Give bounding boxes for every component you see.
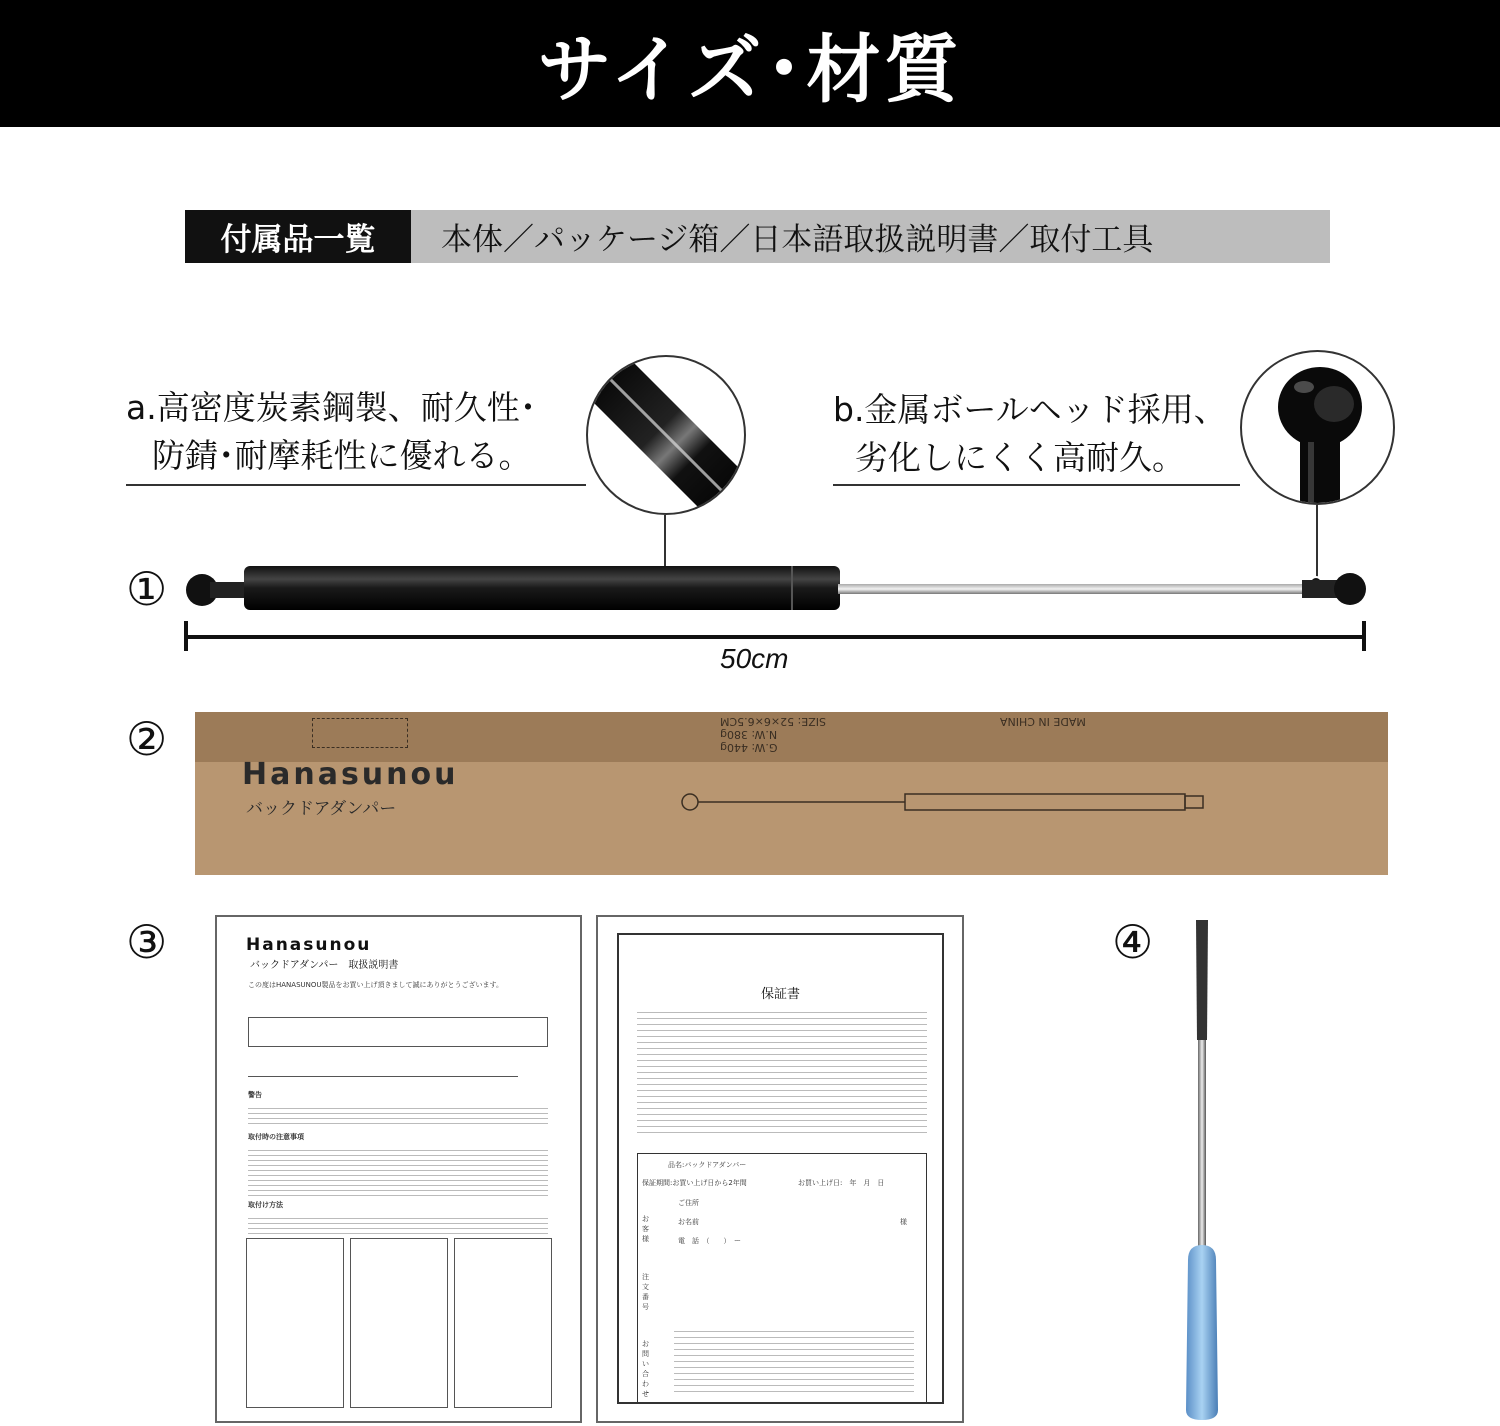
manual-subtitle: バックドアダンパー 取扱説明書 (250, 960, 399, 971)
manual-parts-diagram (248, 1063, 518, 1077)
header-banner (0, 0, 1500, 127)
accessories-bar (185, 210, 1330, 263)
warranty-address: ご住所 (678, 1199, 699, 1207)
box-strut-illustration (680, 790, 1210, 814)
box-product-name: バックドアダンパー (246, 799, 397, 819)
warranty-frame (617, 933, 944, 1404)
warranty-order-col: 注文番号 (642, 1273, 649, 1311)
manual-section1-text (248, 1146, 548, 1196)
ballhead-closeup-image (1240, 350, 1395, 505)
manual-parts-table (248, 1017, 548, 1047)
item-number-3: ③ (126, 915, 168, 969)
manual-warning-heading: 警告 (248, 1091, 262, 1099)
warranty-contact-text (674, 1326, 914, 1396)
warranty-terms-text (637, 1007, 927, 1137)
warranty-purchase-date: お買い上げ日: 年 月 日 (798, 1179, 885, 1187)
manual-step1-panel (246, 1238, 344, 1408)
manual-intro: この度はHANASUNOU製品をお買い上げ頂きまして誠にありがとうございます。 (248, 981, 503, 989)
manual-section2-heading: 取付け方法 (248, 1201, 283, 1209)
feature-a-line2: 防錆･耐摩耗性に優れる。 (152, 436, 532, 475)
gas-strut-image (180, 560, 1380, 620)
warranty-name: お名前 (678, 1218, 699, 1226)
box-made-in: MADE IN CHINA (1000, 715, 1086, 728)
box-gross-weight: G.W: 440g (720, 741, 778, 754)
warranty-form-table (637, 1153, 927, 1403)
warranty-customer-col: お客様 (642, 1215, 649, 1243)
manual-warning-text (248, 1104, 548, 1128)
screwdriver-image (1180, 920, 1240, 1420)
warranty-honorific: 様 (900, 1218, 907, 1226)
page-title: サイズ･材質 (537, 26, 963, 113)
item-number-2: ② (126, 712, 168, 766)
feature-b-line2: 劣化しにくく高耐久。 (855, 438, 1185, 477)
box-marking-frame (312, 718, 408, 748)
manual-step2-panel (350, 1238, 448, 1408)
warranty-phone: 電 話 （ ） ー (678, 1237, 741, 1245)
manual-brand: Hanasunou (246, 935, 372, 955)
warranty-title: 保証書 (760, 987, 800, 1002)
box-brand-logo: Hanasunou (242, 757, 459, 792)
dimension-label: 50cm (720, 643, 789, 674)
feature-a-text (126, 384, 536, 480)
dimension-tick-right (1362, 621, 1366, 651)
manual-step3-panel (454, 1238, 552, 1408)
manual-section2-text (248, 1214, 548, 1234)
accessories-label: 付属品一覧 (185, 210, 411, 263)
box-size: SIZE: 52×6×6.5CM (720, 715, 827, 728)
feature-b-underline (833, 484, 1240, 486)
feature-a-underline (126, 484, 586, 486)
warranty-period: 保証期間:お買い上げ日から2年間 (642, 1179, 747, 1187)
feature-b-text (833, 386, 1227, 482)
manual-section1-heading: 取付時の注意事項 (248, 1133, 304, 1141)
feature-b-line1: b.金属ボールヘッド採用、 (833, 390, 1227, 429)
rod-closeup-image (586, 355, 746, 515)
warranty-contact-col: お問い合わせ (642, 1340, 649, 1398)
item-number-1: ① (126, 562, 168, 616)
feature-a-line1: a.高密度炭素鋼製、耐久性･ (126, 388, 537, 427)
box-net-weight: N.W: 380g (720, 728, 778, 741)
item-number-4: ④ (1112, 915, 1154, 969)
dimension-line (186, 635, 1366, 639)
warranty-product-name: 品名:バックドアダンパー (668, 1161, 747, 1169)
accessories-value: 本体／パッケージ箱／日本語取扱説明書／取付工具 (411, 210, 1330, 263)
